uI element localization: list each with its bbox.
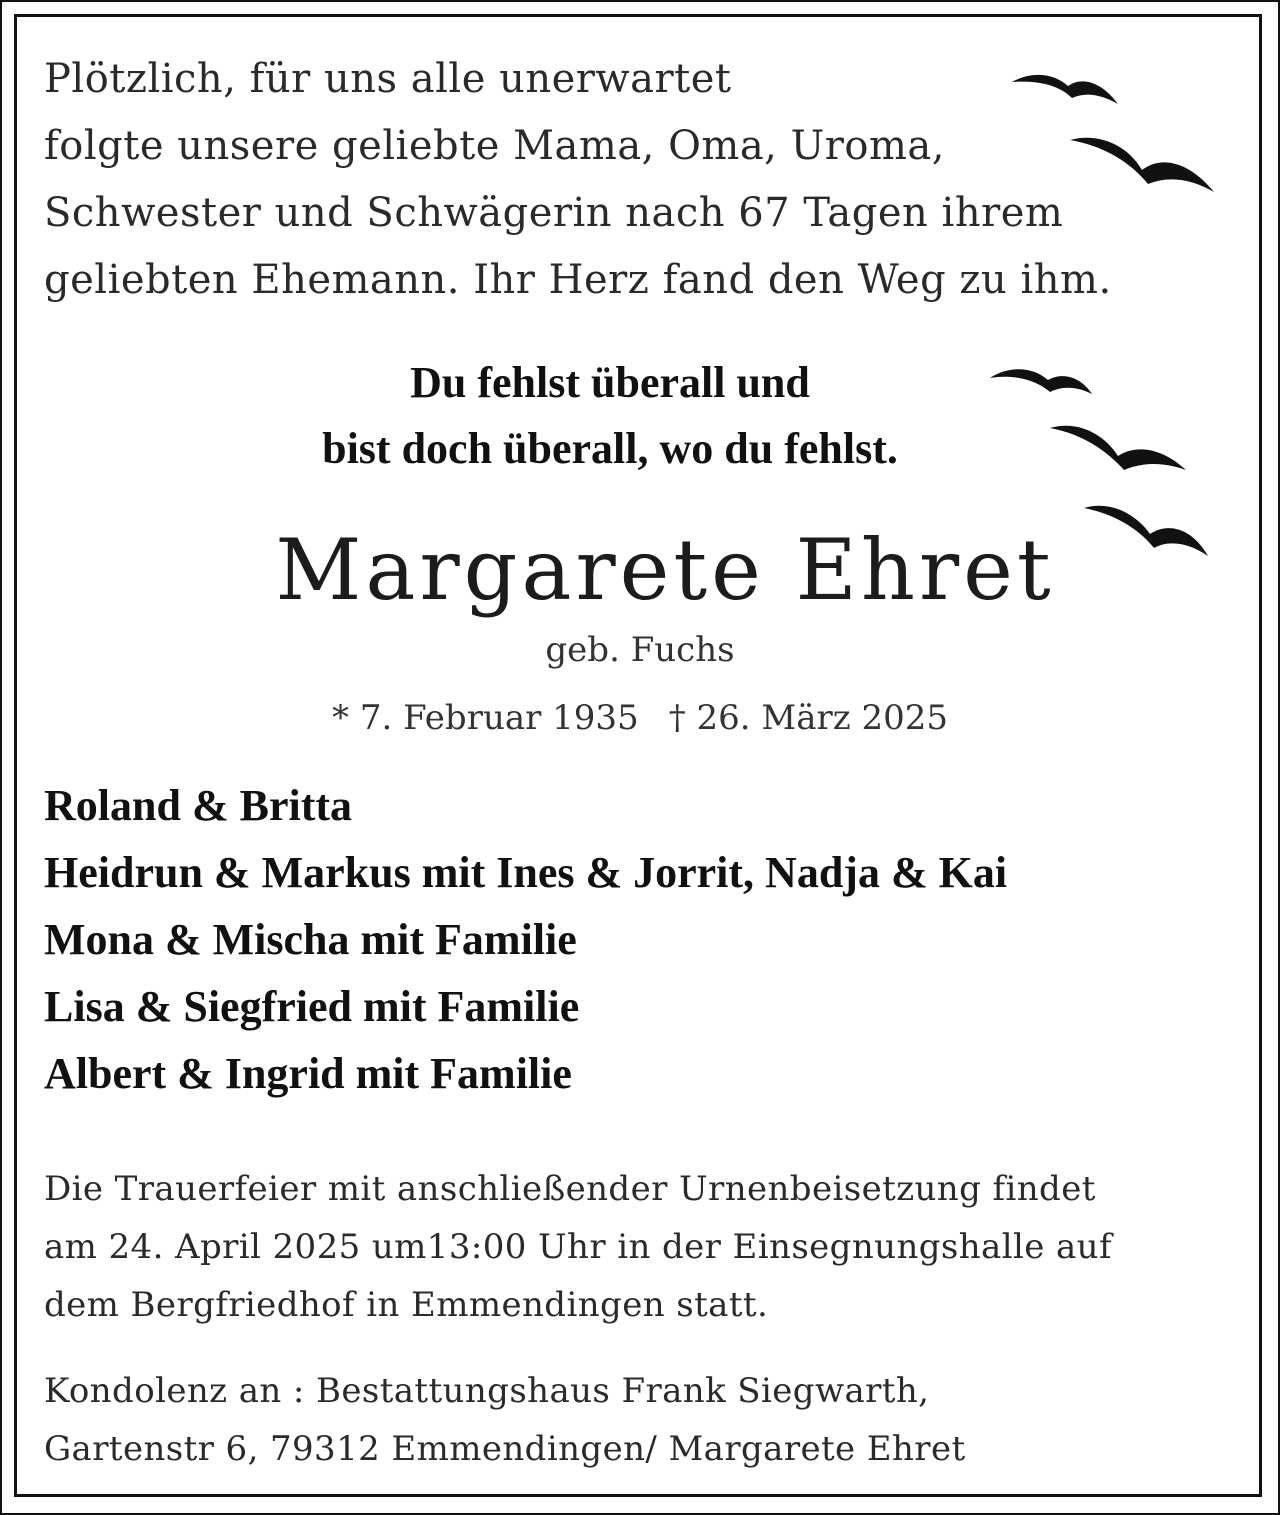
condolence-line: Gartenstr 6, 79312 Emmendingen/ Margarete Ehret [44,1429,966,1469]
intro-line: Plötzlich, für uns alle unerwartet [44,56,732,102]
ceremony-line: Die Trauerfeier mit anschließender Urnenbeisetzung findet [44,1169,1096,1209]
deceased-name: Margarete Ehret [275,521,1055,619]
life-dates [300,696,980,740]
bird-icon [1070,138,1214,192]
intro-line: Schwester und Schwägerin nach 67 Tagen ihrem [44,190,1064,236]
birth-date: * 7. Februar 1935 [332,698,639,738]
intro-line: geliebten Ehemann. Ihr Herz fand den Weg zu ihm. [44,257,1112,303]
death-date: † 26. März 2025 [668,698,948,738]
ceremony-line: am 24. April 2025 um13:00 Uhr in der Einsegnungshalle auf [44,1227,1112,1267]
bird-icon [1050,426,1186,470]
family-line: Albert & Ingrid mit Familie [44,1049,572,1098]
family-line: Lisa & Siegfried mit Familie [44,982,580,1031]
condolence-line: Kondolenz an : Bestattungshaus Frank Siegwarth, [44,1371,930,1411]
maiden-name: geb. Fuchs [545,630,735,670]
bird-icon [1012,75,1118,104]
intro-line: folgte unsere geliebte Mama, Oma, Uroma, [44,123,945,169]
family-line: Roland & Britta [44,781,352,830]
family-list [44,772,1244,1107]
quote-line: bist doch überall, wo du fehlst. [322,424,898,473]
quote-line: Du fehlst überall und [410,358,810,407]
bird-icon [990,369,1092,394]
ceremony-info [44,1160,1254,1334]
family-line: Heidrun & Markus mit Ines & Jorrit, Nadja & Kai [44,848,1008,897]
condolence-info [44,1362,1244,1478]
family-line: Mona & Mischa mit Familie [44,915,577,964]
birds-decoration [0,0,1280,600]
bird-icon [1084,506,1208,556]
ceremony-line: dem Bergfriedhof in Emmendingen statt. [44,1285,769,1325]
